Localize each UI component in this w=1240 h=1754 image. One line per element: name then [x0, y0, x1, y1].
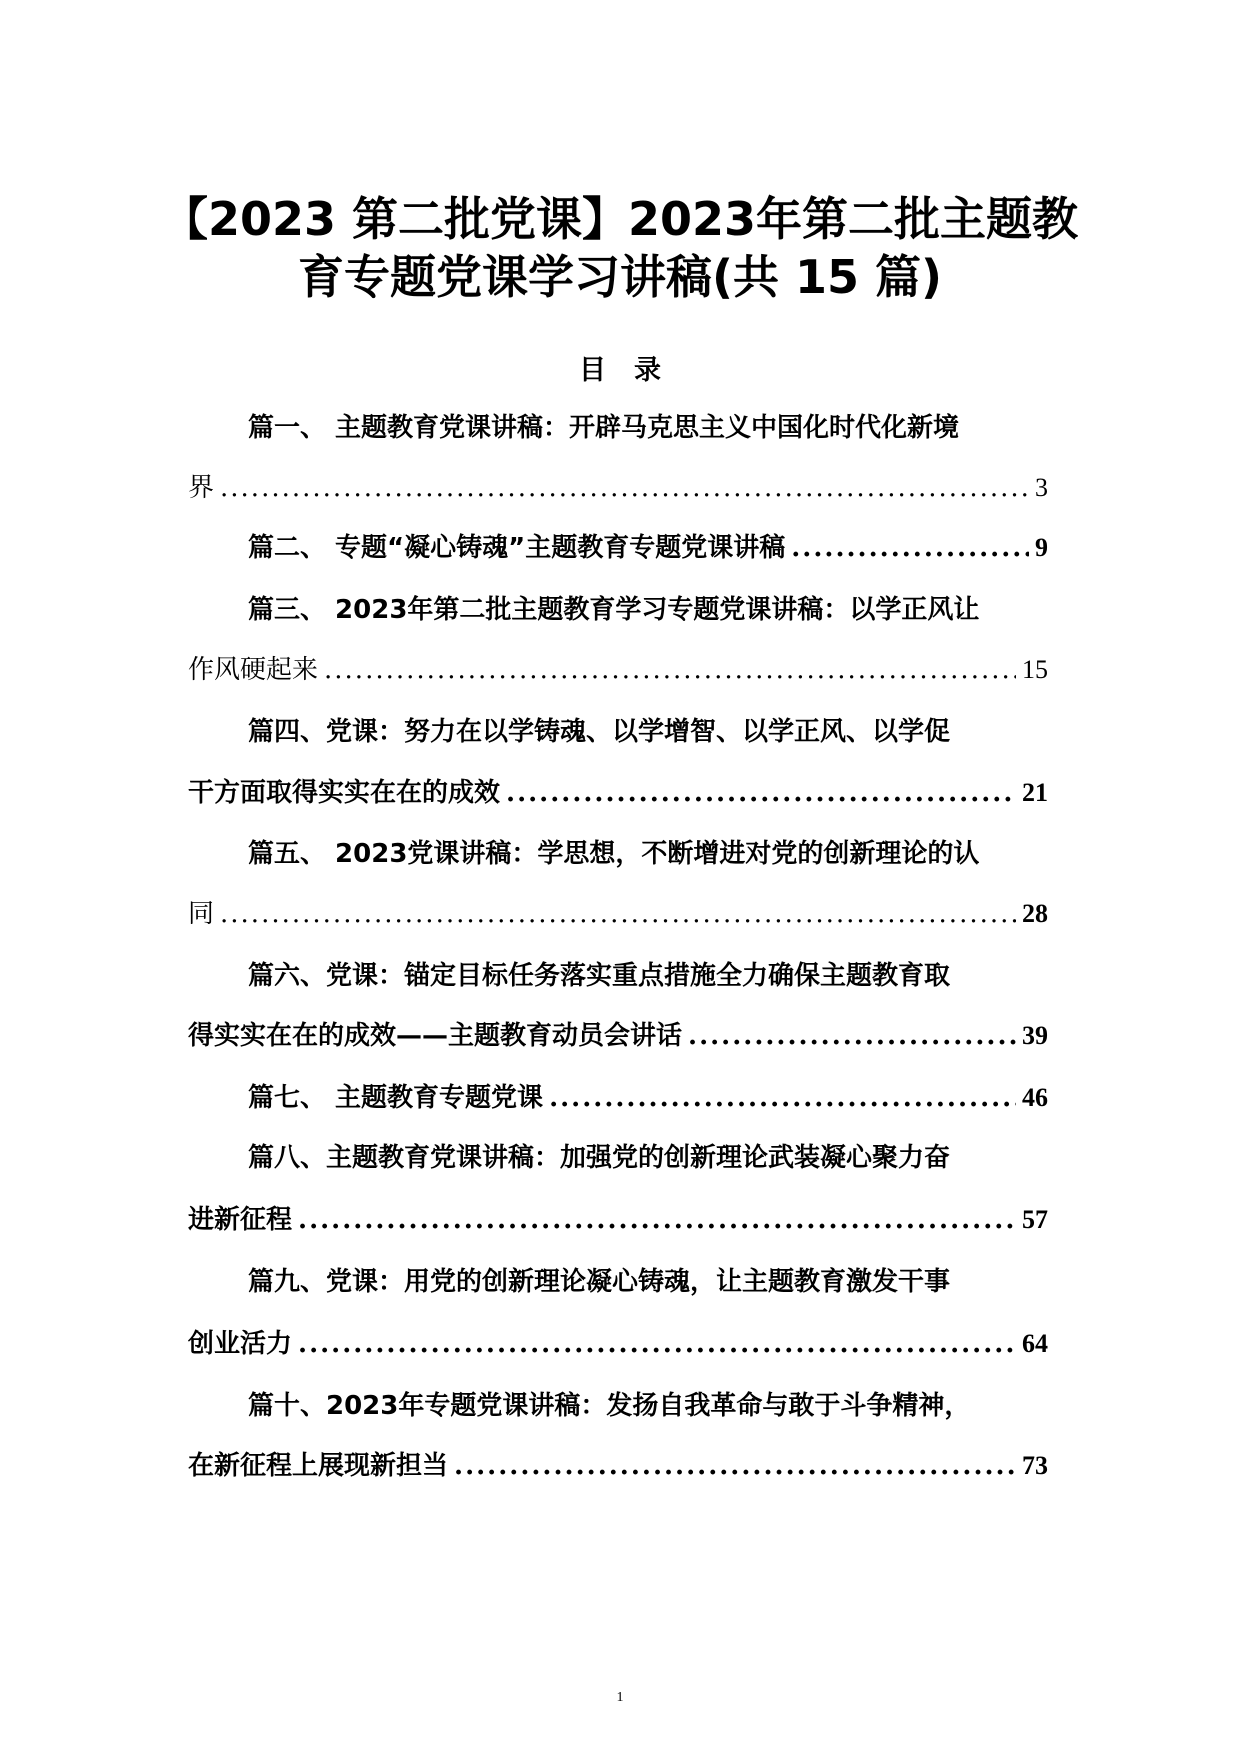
toc-entry-3-line-1[interactable]	[248, 590, 1048, 630]
toc-page-number: 21	[1022, 778, 1048, 807]
toc-page-number: 39	[1022, 1021, 1048, 1050]
toc-entry-6-line-1[interactable]	[248, 956, 1048, 996]
title-line-2: 育专题党课学习讲稿(共 15 篇)	[297, 250, 943, 304]
toc-entry-3-line-2[interactable]	[188, 650, 1048, 690]
toc-entry-text: 篇五、 2023党课讲稿：学思想，不断增进对党的创新理论的认	[248, 839, 980, 869]
toc-page-number: 64	[1022, 1329, 1048, 1358]
toc-entry-text: 界	[188, 473, 215, 503]
toc-entry-text: 进新征程	[188, 1205, 293, 1235]
toc-entry-text: 篇二、 专题“凝心铸魂”主题教育专题党课讲稿	[248, 533, 786, 563]
toc-entry-4-line-2[interactable]	[188, 773, 1048, 813]
toc-heading: 目录	[579, 355, 689, 386]
toc-entry-text: 在新征程上展现新担当	[188, 1451, 449, 1481]
toc-leader-dots	[791, 528, 1029, 568]
toc-page-number: 73	[1022, 1451, 1048, 1480]
toc-entry-text: 得实实在在的成效——主题教育动员会讲话	[188, 1021, 683, 1051]
title-line-1: 【2023 第二批党课】2023年第二批主题教	[161, 192, 1079, 246]
toc-entry-1-line-2[interactable]	[188, 468, 1048, 508]
toc-leader-dots	[298, 1324, 1016, 1364]
toc-entry-5-line-2[interactable]	[188, 894, 1048, 934]
toc-leader-dots	[688, 1016, 1016, 1056]
toc-entry-text: 篇一、 主题教育党课讲稿：开辟马克思主义中国化时代化新境	[248, 413, 960, 443]
toc-entry-text: 作风硬起来	[188, 655, 319, 685]
toc-page-number: 9	[1035, 533, 1048, 562]
toc-entry-2[interactable]	[248, 528, 1048, 568]
toc-entry-text: 篇六、党课：锚定目标任务落实重点措施全力确保主题教育取	[248, 961, 951, 991]
toc-entry-text: 篇八、主题教育党课讲稿：加强党的创新理论武装凝心聚力奋	[248, 1143, 951, 1173]
toc-leader-dots	[298, 1200, 1016, 1240]
toc-leader-dots	[454, 1446, 1016, 1486]
toc-entry-4-line-1[interactable]	[248, 712, 1048, 752]
toc-leader-dots	[324, 650, 1016, 690]
toc-entry-text: 篇十、2023年专题党课讲稿：发扬自我革命与敢于斗争精神，	[248, 1391, 971, 1421]
toc-page-number: 57	[1022, 1205, 1048, 1234]
toc-entry-text: 干方面取得实实在在的成效	[188, 778, 501, 808]
toc-entry-5-line-1[interactable]	[248, 834, 1048, 874]
toc-entry-9-line-1[interactable]	[248, 1262, 1048, 1302]
toc-leader-dots	[549, 1078, 1016, 1118]
toc-leader-dots	[220, 468, 1029, 508]
toc-leader-dots	[506, 773, 1016, 813]
toc-entry-text: 篇四、党课：努力在以学铸魂、以学增智、以学正风、以学促	[248, 717, 951, 747]
toc-entry-10-line-2[interactable]	[188, 1446, 1048, 1486]
toc-leader-dots	[220, 894, 1016, 934]
toc-entry-7[interactable]	[248, 1078, 1048, 1118]
toc-entry-text: 篇七、 主题教育专题党课	[248, 1083, 544, 1113]
toc-entry-8-line-2[interactable]	[188, 1200, 1048, 1240]
toc-entry-text: 创业活力	[188, 1329, 293, 1359]
toc-entry-10-line-1[interactable]	[248, 1386, 1048, 1426]
toc-page-number: 3	[1035, 473, 1048, 502]
toc-entry-1-line-1[interactable]	[248, 408, 1048, 448]
page-number: 1	[616, 1690, 624, 1705]
toc-entry-6-line-2[interactable]	[188, 1016, 1048, 1056]
toc-entry-text: 篇九、党课：用党的创新理论凝心铸魂，让主题教育激发干事	[248, 1267, 951, 1297]
toc-entry-text: 同	[188, 899, 215, 929]
toc-entry-text: 篇三、 2023年第二批主题教育学习专题党课讲稿：以学正风让	[248, 595, 980, 625]
toc-entry-9-line-2[interactable]	[188, 1324, 1048, 1364]
toc-page-number: 15	[1022, 655, 1048, 684]
toc-entry-8-line-1[interactable]	[248, 1138, 1048, 1178]
toc-page-number: 46	[1022, 1083, 1048, 1112]
document-title	[150, 190, 1090, 306]
toc-page-number: 28	[1022, 899, 1048, 928]
